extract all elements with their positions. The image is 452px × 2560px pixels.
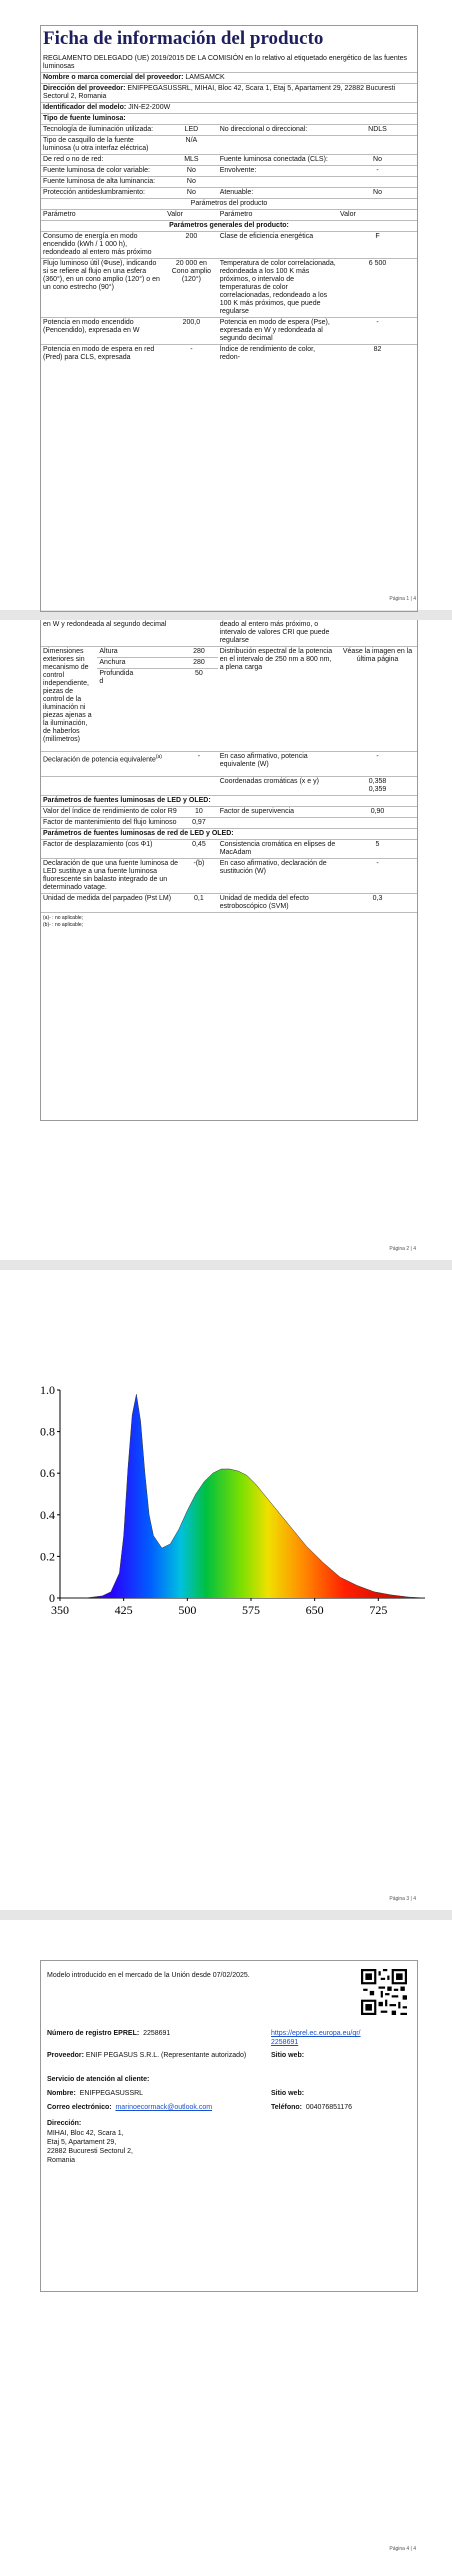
spectrum-area (60, 1394, 425, 1598)
chromaticity-x: 0,358 (368, 778, 387, 785)
address-line: MIHAI, Bloc 42, Scara 1, (47, 2130, 124, 2137)
replacement-declaration-value: - (338, 859, 417, 894)
lumen-maintenance-value: 0,97 (180, 818, 218, 829)
email-label: Correo electrónico: (47, 2104, 112, 2111)
model-value: JIN-E2-200W (128, 104, 171, 111)
fluorescent-replacement-value: -(b) (180, 859, 218, 894)
type-label: Tipo de fuente luminosa: (41, 114, 417, 125)
type-cell-label (218, 136, 338, 155)
equiv-power-label: Declaración de potencia equivalente (43, 756, 156, 764)
col-header-param: Parámetro (41, 210, 165, 221)
page-2 (0, 620, 452, 1260)
standby-network-continued: en W y redondeada al segundo decimal (43, 621, 167, 628)
general-cell-value: 200 (165, 232, 218, 259)
mains-params-title: Parámetros de fuentes luminosas de red de LED y OLED: (41, 829, 417, 840)
page-title: Ficha de información del producto (43, 28, 324, 49)
equiv-power-footnote-mark: (a) (155, 754, 162, 760)
type-cell-value: No (165, 177, 218, 188)
y-tick-label: 0 (49, 1591, 55, 1605)
stroboscopic-value: 0,3 (338, 894, 417, 913)
type-cell-label: De red o no de red: (41, 155, 165, 166)
type-cell-label (218, 177, 338, 188)
page-number: Página 4 | 4 (389, 2546, 416, 2552)
dim-width-label: Anchura (97, 658, 138, 669)
general-cell-label: Clase de eficiencia energética (218, 232, 338, 259)
r9-label: Valor del índice de rendimiento de color R9 (41, 807, 180, 818)
model-row (41, 103, 417, 114)
eprel-value: 2258691 (143, 2030, 171, 2037)
general-cell-value: - (165, 345, 218, 364)
x-tick-label: 725 (369, 1603, 388, 1617)
spectral-distribution-chart (30, 1370, 430, 1630)
product-info-sheet-continued (40, 620, 418, 1121)
type-row (41, 166, 417, 177)
eprel-row (47, 2029, 170, 2038)
type-cell-label: Fuente luminosa de color variable: (41, 166, 165, 177)
qr-code-icon[interactable] (361, 1969, 407, 2015)
site-label: Sitio web: (271, 2090, 305, 2097)
page-number: Página 2 | 4 (389, 1246, 416, 1252)
name-row (47, 2089, 143, 2098)
light-source-type-table (41, 124, 417, 198)
equiv-power-value: - (180, 752, 218, 777)
provider-label: Proveedor: (47, 2052, 84, 2059)
chromaticity-y: 0,359 (368, 786, 387, 793)
phone-row (271, 2103, 352, 2112)
type-cell-value: NDLS (338, 125, 417, 136)
type-row (41, 177, 417, 188)
type-cell-label: Fuente luminosa de alta luminancia: (41, 177, 165, 188)
spectral-chart-svg (30, 1370, 430, 1630)
color-consistency-label: Consistencia cromática en elipses de MacAdam (218, 840, 338, 859)
x-tick-label: 575 (241, 1603, 260, 1617)
page-number: Página 3 | 4 (389, 1896, 416, 1902)
col-header-value: Valor (165, 210, 218, 221)
x-tick-label: 650 (305, 1603, 324, 1617)
general-cell-value: 20 000 en Cono amplio (120°) (165, 259, 218, 318)
type-cell-value: N/A (165, 136, 218, 155)
type-row (41, 155, 417, 166)
email-link[interactable]: marinoecormack@outlook.com (115, 2104, 213, 2111)
page-3 (0, 1270, 452, 1910)
name-label: Nombre: (47, 2090, 76, 2097)
x-tick-label: 500 (178, 1603, 197, 1617)
y-tick-label: 0.2 (40, 1549, 55, 1564)
supplier-info-box (40, 1960, 418, 2292)
params-title: Parámetros del producto (41, 199, 417, 210)
type-row (41, 188, 417, 199)
dim-depth-label: Profundidad (97, 669, 138, 752)
model-label: Identificador del modelo: (43, 104, 127, 111)
general-cell-label: Temperatura de color correlacionada, redondeada a los 100 K más próximos, o intervalo de temperaturas de color correlacionadas, redondeado a los 100 K más próximos, que puede regularse (218, 259, 338, 318)
lumen-maintenance-label: Factor de mantenimiento del flujo luminoso (41, 818, 180, 829)
y-tick-label: 0.8 (40, 1424, 55, 1439)
type-cell-label: Envolvente: (218, 166, 338, 177)
footnote-b: (b)- : no aplicable; (43, 922, 84, 928)
general-cell-value: 200,0 (165, 318, 218, 345)
type-cell-value (338, 177, 417, 188)
general-cell-label: Flujo luminoso útil (Φuse), indicando si se refiere al flujo en una esfera (360°), en un cono amplio (120°) o en un cono estrecho (90°) (41, 259, 165, 318)
supplier-address-label: Dirección del proveedor: (43, 85, 126, 92)
dim-height-value: 280 (180, 647, 218, 658)
service-label: Servicio de atención al cliente: (47, 2076, 150, 2083)
type-cell-label: Tecnología de iluminación utilizada: (41, 125, 165, 136)
equiv-power-watts-value: - (338, 752, 417, 777)
type-cell-value (338, 136, 417, 155)
replacement-declaration-label: En caso afirmativo, declaración de sustitución (W) (218, 859, 338, 894)
x-tick-label: 350 (51, 1603, 69, 1617)
type-row (41, 125, 417, 136)
general-row (41, 318, 417, 345)
address-line: 22882 Bucuresti Sectorul 2, (47, 2148, 133, 2155)
general-cell-value: 82 (338, 345, 417, 364)
type-cell-label: Protección antideslumbramiento: (41, 188, 165, 199)
type-cell-value: No (338, 188, 417, 199)
cri-continued: deado al entero más próximo, o intervalo de valores CRI que puede regularse (219, 621, 330, 644)
address-label: Dirección: (47, 2120, 82, 2127)
general-cell-value: 6 500 (338, 259, 417, 318)
page-4 (0, 1920, 452, 2560)
type-cell-value: LED (165, 125, 218, 136)
product-info-sheet (40, 25, 418, 612)
general-params-title: Parámetros generales del producto: (41, 221, 417, 232)
general-cell-value: F (338, 232, 417, 259)
y-tick-label: 0.4 (40, 1507, 55, 1522)
general-row (41, 259, 417, 318)
eprel-label: Número de registro EPREL: (47, 2030, 140, 2037)
color-consistency-value: 5 (338, 840, 417, 859)
type-cell-value: - (338, 166, 417, 177)
dimensions-label: Dimensiones exteriores sin mecanismo de control independiente, piezas de control de la iluminación ni piezas ajenas a la iluminación, de haberlos (milímetros) (41, 647, 97, 752)
x-tick-label: 425 (114, 1603, 133, 1617)
flicker-label: Unidad de medida del parpadeo (Pst LM) (41, 894, 180, 913)
general-cell-label: Potencia en modo encendido (Pencendido), expresada en W (41, 318, 165, 345)
supplier-address-row (41, 84, 417, 103)
footnote-a: (a)- : no aplicable; (43, 915, 84, 921)
r9-value: 10 (180, 807, 218, 818)
dim-height-label: Altura (97, 647, 138, 658)
supplier-table (41, 72, 417, 124)
y-tick-label: 1.0 (40, 1383, 55, 1397)
col-header-param-2: Parámetro (218, 210, 338, 221)
params-table (41, 198, 417, 363)
supplier-name-value: LAMSAMCK (185, 74, 225, 81)
general-cell-label: Potencia en modo de espera (Pse), expresada en W y redondeada al segundo decimal (218, 318, 338, 345)
flicker-value: 0,1 (180, 894, 218, 913)
general-row (41, 345, 417, 364)
address-block (47, 2129, 133, 2165)
led-params-title: Parámetros de fuentes luminosas de LED y OLED: (41, 796, 417, 807)
supplier-name-label: Nombre o marca comercial del proveedor: (43, 74, 184, 81)
type-cell-value: MLS (165, 155, 218, 166)
regulation-text: REGLAMENTO DELEGADO (UE) 2019/2015 DE LA COMISIÓN en lo relativo al etiquetado energético de las fuentes luminosas (43, 55, 408, 70)
dim-width-value: 280 (180, 658, 218, 669)
general-cell-label: Potencia en modo de espera en red (Pred) para CLS, expresada (41, 345, 165, 364)
spectral-value: Véase la imagen en la última página (338, 647, 417, 752)
chromaticity-label: Coordenadas cromáticas (x e y) (218, 777, 338, 796)
website-label: Sitio web: (271, 2052, 305, 2059)
type-cell-value: No (165, 166, 218, 177)
col-header-value-2: Valor (338, 210, 417, 221)
page-1 (0, 0, 452, 610)
address-line: Romania (47, 2157, 76, 2164)
page-number: Página 1 | 4 (389, 596, 416, 602)
type-cell-label: Fuente luminosa conectada (CLS): (218, 155, 338, 166)
phone-value: 004076851176 (305, 2104, 353, 2111)
chromaticity-value-cell (338, 777, 417, 796)
type-row (41, 136, 417, 155)
general-cell-value: - (338, 318, 417, 345)
market-intro-text: Modelo introducido en el mercado de la Unión desde 07/02/2025. (47, 1972, 250, 1979)
address-line: Etaj 5, Apartament 29, (47, 2139, 117, 2146)
survival-value: 0,90 (338, 807, 417, 818)
type-cell-value: No (338, 155, 417, 166)
general-cell-label: Consumo de energía en modo encendido (kWh / 1 000 h), redondeado al entero más próximo (41, 232, 165, 259)
params-table-continued (41, 620, 417, 931)
name-value: ENIFPEGASUSSRL (79, 2090, 144, 2097)
equiv-power-watts-label: En caso afirmativo, potencia equivalente (W) (218, 752, 338, 777)
fluorescent-replacement-label: Declaración de que una fuente luminosa de LED sustituye a una fuente luminosa fluorescente sin balasto integrado de un determinado vatage. (41, 859, 180, 894)
eprel-link[interactable]: https://eprel.ec.europa.eu/qr/2258691 (271, 2030, 361, 2046)
general-cell-label: Índice de rendimiento de color, redon- (218, 345, 338, 364)
displacement-factor-value: 0,45 (180, 840, 218, 859)
survival-label: Factor de supervivencia (218, 807, 338, 818)
footnotes (41, 913, 417, 932)
stroboscopic-label: Unidad de medida del efecto estroboscópico (SVM) (218, 894, 338, 913)
dim-depth-value: 50 (180, 669, 218, 752)
supplier-address-value: ENIFPEGASUSSRL, MIHAI, Bloc 42, Scara 1, Etaj 5, Apartament 29, 22882 Bucuresti Sectorul 2, Romania (43, 85, 396, 100)
displacement-factor-label: Factor de desplazamiento (cos Φ1) (41, 840, 180, 859)
provider-row (47, 2051, 257, 2060)
email-row (47, 2103, 212, 2112)
type-cell-label: Atenuable: (218, 188, 338, 199)
provider-value: ENIF PEGASUS S.R.L. (Representante autorizado) (85, 2052, 247, 2059)
phone-label: Teléfono: (271, 2104, 302, 2111)
type-cell-label: Tipo de casquillo de la fuente luminosa (u otra interfaz eléctrica) (41, 136, 165, 155)
spectral-label: Distribución espectral de la potencia en el intervalo de 250 nm a 800 nm, a plena carga (218, 647, 338, 752)
type-cell-value: No (165, 188, 218, 199)
general-row (41, 232, 417, 259)
type-cell-label: No direccional o direccional: (218, 125, 338, 136)
supplier-name-row (41, 73, 417, 84)
equiv-power-label-cell (41, 752, 180, 777)
y-tick-label: 0.6 (40, 1466, 55, 1481)
